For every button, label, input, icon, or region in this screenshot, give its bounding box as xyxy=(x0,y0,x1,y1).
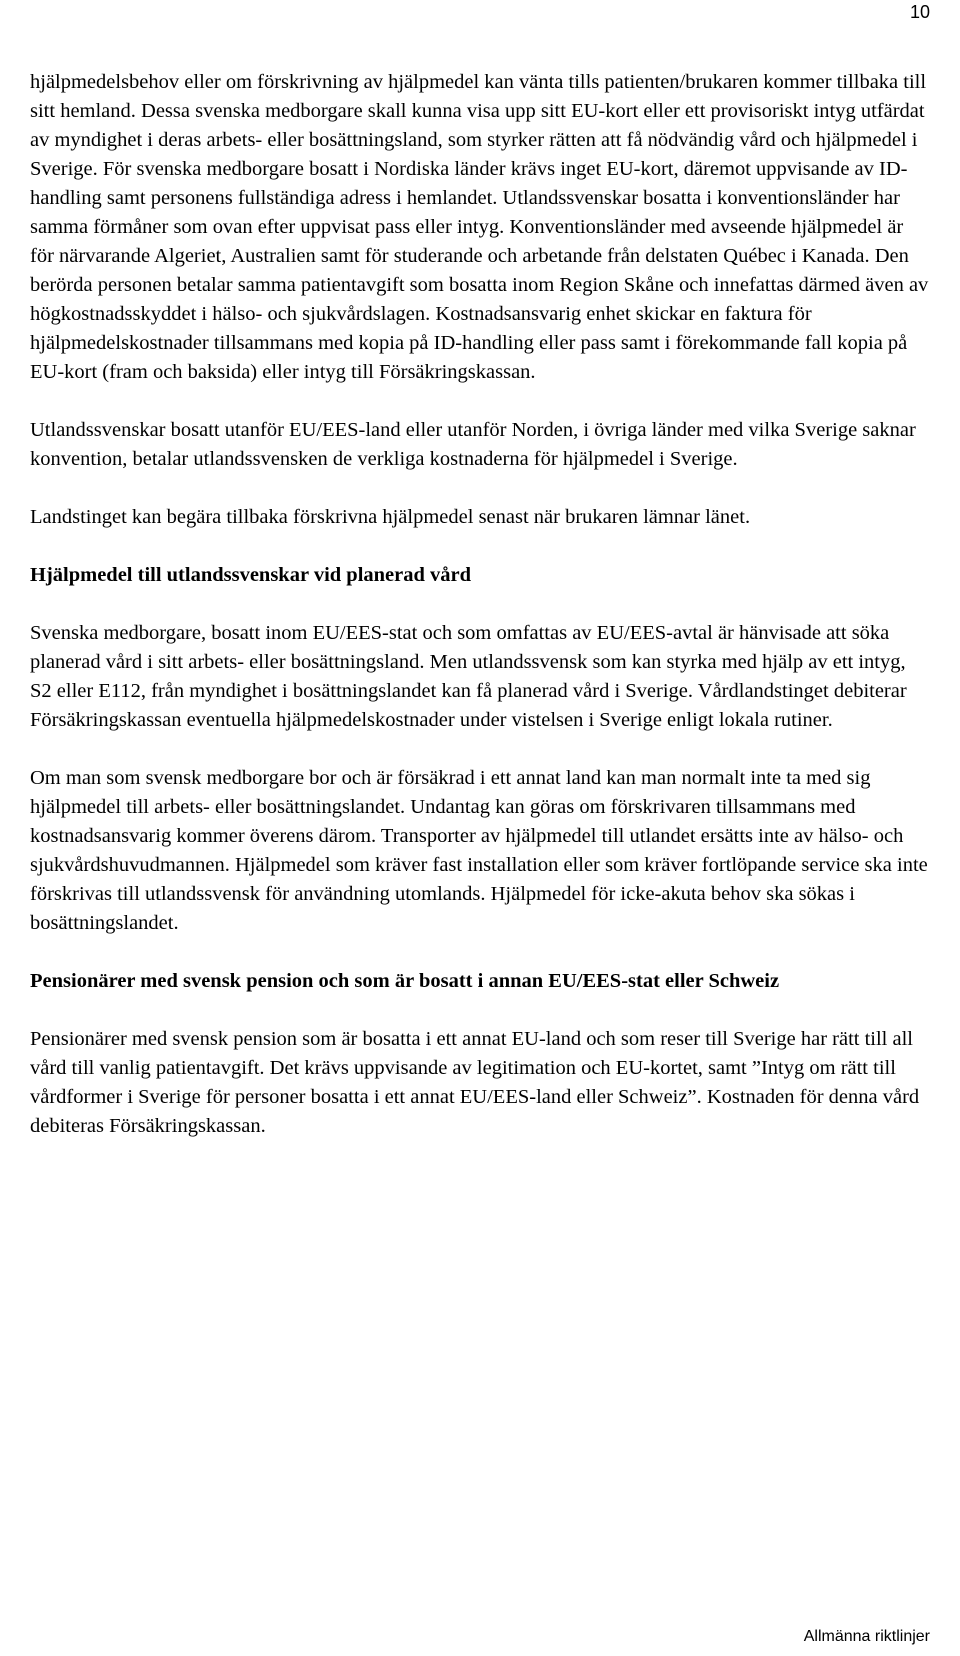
paragraph-non-eu-expatriates: Utlandssvenskar bosatt utanför EU/EES-land eller utanför Norden, i övriga länder med vilka Sverige saknar konvention, betalar utlandssvensken de verkliga kostnaderna för hjälpmedel i Sverige. xyxy=(30,419,916,470)
page-number: 10 xyxy=(909,2,930,22)
paragraph-pensioners: Pensionärer med svensk pension som är bosatta i ett annat EU-land och som reser till Sverige har rätt till all vård till vanlig patientavgift. Det krävs uppvisande av legitimation och EU-kortet, samt ”Intyg om rätt till vårdformer i Sverige för personer bosatta i ett annat EU/EES-land eller Schweiz”. Kostnaden för denna vård debiteras Försäkringskassan. xyxy=(30,1028,920,1137)
paragraph-aids-abroad: Om man som svensk medborgare bor och är försäkrad i ett annat land kan man normalt inte ta med sig hjälpmedel till arbets- eller bosättningslandet. Undantag kan göras om förskrivaren tillsammans med kostnadsansvarig kommer överens därom. Transporter av hjälpmedel till utlandet ersätts inte av hälso- och sjukvårdshuvudmannen. Hjälpmedel som kräver fast installation eller som kräver fortlöpande service ska inte förskrivas till utlandssvensk för användning utomlands. Hjälpmedel för icke-akuta behov ska sökas i bosättningslandet. xyxy=(30,767,928,934)
heading-planned-care: Hjälpmedel till utlandssvenskar vid planerad vård xyxy=(30,564,472,586)
paragraph-planned-care: Svenska medborgare, bosatt inom EU/EES-stat och som omfattas av EU/EES-avtal är hänvisade att söka planerad vård i sitt arbets- eller bosättningsland. Men utlandssvensk som kan styrka med hjälp av ett intyg, S2 eller E112, från myndighet i bosättningslandet kan få planerad vård i Sverige. Vårdlandstinget debiterar Försäkringskassan eventuella hjälpmedelskostnader under vistelsen i Sverige enligt lokala rutiner. xyxy=(30,622,907,731)
paragraph-eu-card-requirements: hjälpmedelsbehov eller om förskrivning av hjälpmedel kan vänta tills patienten/brukaren kommer tillbaka till sitt hemland. Dessa svenska medborgare skall kunna visa upp sitt EU-kort eller ett provisoriskt intyg utfärdat av myndighet i deras arbets- eller bosättningsland, som styrker rätten att få nödvändig vård och hjälpmedel i Sverige. För svenska medborgare bosatt i Nordiska länder krävs inget EU-kort, däremot uppvisande av ID-handling samt personens fullständiga adress i hemlandet. Utlandssvenskar bosatta i konventionsländer har samma förmåner som ovan efter uppvisat pass eller intyg. Konventionsländer med avseende hjälpmedel är för närvarande Algeriet, Australien samt för studerande och arbetande från delstaten Québec i Kanada. Den berörda personen betalar samma patientavgift som bosatta inom Region Skåne och innefattas därmed även av högkostnadsskyddet i hälso- och sjukvårdslagen. Kostnadsansvarig enhet skickar en faktura för hjälpmedelskostnader tillsammans med kopia på ID-handling eller pass samt i förekommande fall kopia på EU-kort (fram och baksida) eller intyg till Försäkringskassan. xyxy=(30,71,929,383)
paragraph-reclaim-aids: Landstinget kan begära tillbaka förskrivna hjälpmedel senast när brukaren lämnar länet. xyxy=(30,506,751,528)
footer-label: Allmänna riktlinjer xyxy=(803,1628,930,1645)
heading-pensioners: Pensionärer med svensk pension och som är bosatt i annan EU/EES-stat eller Schweiz xyxy=(30,970,780,992)
document-body xyxy=(30,68,930,1170)
